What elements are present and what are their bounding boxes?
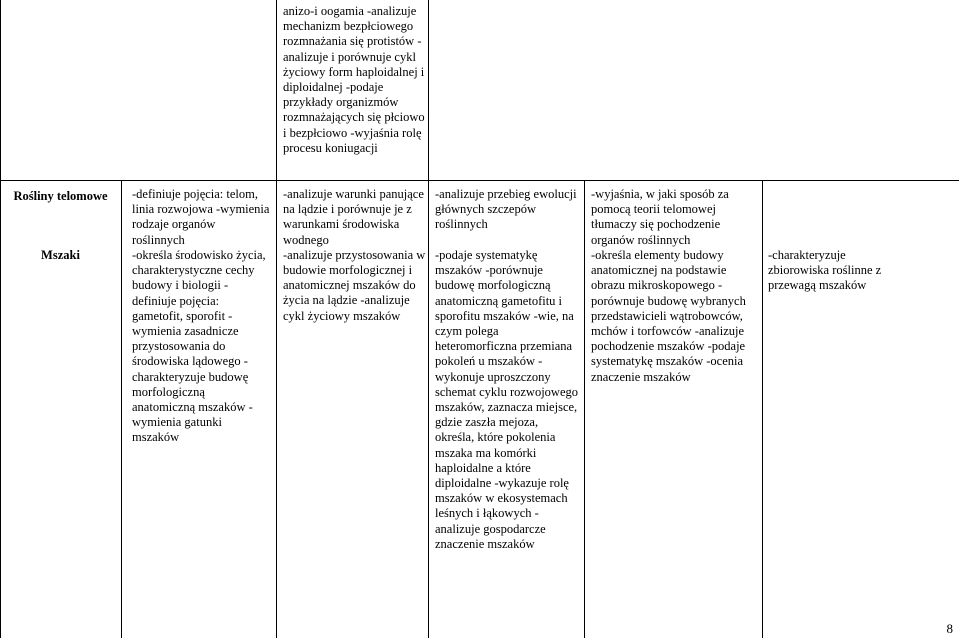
cell-text-line: charakterystyczne cechy <box>132 263 255 278</box>
cell-text-line: pochodzenie mszaków -podaje <box>591 339 746 354</box>
cell-text-line: organów roślinnych <box>591 232 691 247</box>
cell-text-line: charakteryzuje budowę <box>132 369 249 384</box>
cell-text-line: -analizuje warunki panujące <box>283 187 424 201</box>
cell-text-line: głównych szczepów <box>435 202 537 217</box>
cell-text-line: i bezpłciowo -wyjaśnia rolę <box>283 125 422 140</box>
row-header-mosses: Mszaki <box>41 248 80 262</box>
cell-text-line: gametofit, sporofit - <box>132 308 233 323</box>
cell-text-line: mszaków w ekosystemach <box>435 491 568 506</box>
cell-text-line: mchów i torfowców -analizuje <box>591 324 745 339</box>
cell-text-line: mszaków <box>132 430 180 445</box>
cell-text-line: życiowy form haploidalnej i <box>283 64 425 79</box>
cell-text-line: obrazu mikroskopowego - <box>591 278 723 293</box>
cell-text-line: schemat cyklu rozwojowego <box>435 384 579 399</box>
cell-text-line: -analizuje przebieg ewolucji <box>435 187 577 201</box>
cell-text-line: morfologiczną <box>132 384 205 399</box>
cell-text-line: przystosowania do <box>132 339 226 354</box>
page-number: 8 <box>946 620 953 636</box>
cell-text-line: procesu koniugacji <box>283 140 378 155</box>
cell-text-line: znaczenie mszaków <box>591 369 691 384</box>
cell-text-line: porównuje budowę wybranych <box>591 293 746 308</box>
cell-text-line: gdzie zaszła mejoza, <box>435 415 539 430</box>
cell-text-line: wodnego <box>283 232 329 247</box>
column-divider-5 <box>762 180 763 638</box>
cell-text-line: rodzaje organów <box>132 217 216 232</box>
cell-text-line: heteromorficzna przemiana <box>435 339 573 354</box>
table-border-left <box>0 0 1 638</box>
cell-text-line: sporofitu mszaków -wie, na <box>435 308 574 323</box>
cell-text-line: leśnych i łąkowych - <box>435 506 539 521</box>
excellent-plants-cell <box>591 187 759 248</box>
advanced-mosses-cell <box>435 248 581 552</box>
cell-text-line: warunkami środowiska <box>283 217 400 232</box>
cell-text-line: życia na lądzie -analizuje <box>283 293 410 308</box>
cell-text-line: anatomiczną gametofitu i <box>435 293 563 308</box>
cell-text-line: haploidalne a które <box>435 460 531 475</box>
cell-text-line: anatomicznej mszaków do <box>283 278 416 293</box>
cell-text-line: przykłady organizmów <box>283 95 399 110</box>
excellent-mosses-cell <box>591 248 759 385</box>
cell-text-line: anizo-i oogamia -analizuje <box>283 4 417 18</box>
cell-text-line: -analizuje przystosowania w <box>283 247 426 262</box>
cell-text-line: roślinnych <box>435 217 488 232</box>
cell-text-line: analizuje i porównuje cykl <box>283 49 416 64</box>
cell-text-line: mszaka ma komórki <box>435 445 537 460</box>
row-divider <box>0 180 959 181</box>
cell-text-line: budowie morfologicznej i <box>283 263 413 278</box>
cell-text-line: -definiuje pojęcia: telom, <box>132 187 258 201</box>
column-divider-1 <box>121 180 122 638</box>
cell-text-line: czym polega <box>435 324 499 339</box>
cell-text-line: -określa środowisko życia, <box>132 248 266 262</box>
cell-text-line: na lądzie i porównuje je z <box>283 202 412 217</box>
last-column-cell <box>768 248 956 294</box>
row-header-plants: Rośliny telomowe <box>13 189 108 203</box>
cell-text-line: roślinnych <box>132 232 185 247</box>
cell-text-line: zbiorowiska roślinne z <box>768 263 882 278</box>
cell-text-line: diploidalne -wykazuje rolę <box>435 476 569 491</box>
basic-mosses-cell <box>132 248 272 446</box>
column-divider-4 <box>584 180 585 638</box>
cell-text-line: definiuje pojęcia: <box>132 293 220 308</box>
cell-text-line: wymienia gatunki <box>132 415 222 430</box>
cell-text-line: -określa elementy budowy <box>591 248 724 262</box>
cell-text-line: wymienia zasadnicze <box>132 324 239 339</box>
cell-text-line: tłumaczy się pochodzenie <box>591 217 721 232</box>
cell-text-line: znaczenie mszaków <box>435 536 535 551</box>
cell-text-line: przewagą mszaków <box>768 278 867 293</box>
cell-text-line: diploidalnej -podaje <box>283 80 384 95</box>
cell-text-line: przedstawicieli wątrobowców, <box>591 308 743 323</box>
column-divider-2 <box>276 0 277 638</box>
cell-text-line: cykl życiowy mszaków <box>283 308 401 323</box>
cell-text-line: linia rozwojowa -wymienia <box>132 202 270 217</box>
cell-text-line: środowiska lądowego - <box>132 354 248 369</box>
cell-text-line: rozmnażania się protistów - <box>283 34 422 49</box>
cell-text-line: -wyjaśnia, w jaki sposób za <box>591 187 729 201</box>
cell-text-line: -charakteryzuje <box>768 248 846 262</box>
top-row-cell <box>283 4 423 156</box>
advanced-plants-cell <box>435 187 581 233</box>
basic-plants-cell <box>132 187 272 248</box>
cell-text-line: mszaków, zaznacza miejsce, <box>435 400 578 415</box>
cell-text-line: systematykę mszaków -ocenia <box>591 354 744 369</box>
cell-text-line: rozmnażających się płciowo <box>283 110 425 125</box>
cell-text-line: wykonuje uproszczony <box>435 369 551 384</box>
cell-text-line: budowy i biologii - <box>132 278 229 293</box>
cell-text-line: pokoleń u mszaków - <box>435 354 543 369</box>
cell-text-line: mszaków -porównuje <box>435 263 543 278</box>
cell-text-line: analizuje gospodarcze <box>435 521 546 536</box>
cell-text-line: -podaje systematykę <box>435 248 538 262</box>
cell-text-line: anatomiczną mszaków - <box>132 400 253 415</box>
cell-text-line: pomocą teorii telomowej <box>591 202 716 217</box>
cell-text-line: budowę morfologiczną <box>435 278 551 293</box>
column-divider-3 <box>428 0 429 638</box>
extended-cell <box>283 187 425 324</box>
cell-text-line: określa, które pokolenia <box>435 430 556 445</box>
cell-text-line: anatomicznej na podstawie <box>591 263 727 278</box>
cell-text-line: mechanizm bezpłciowego <box>283 19 414 34</box>
